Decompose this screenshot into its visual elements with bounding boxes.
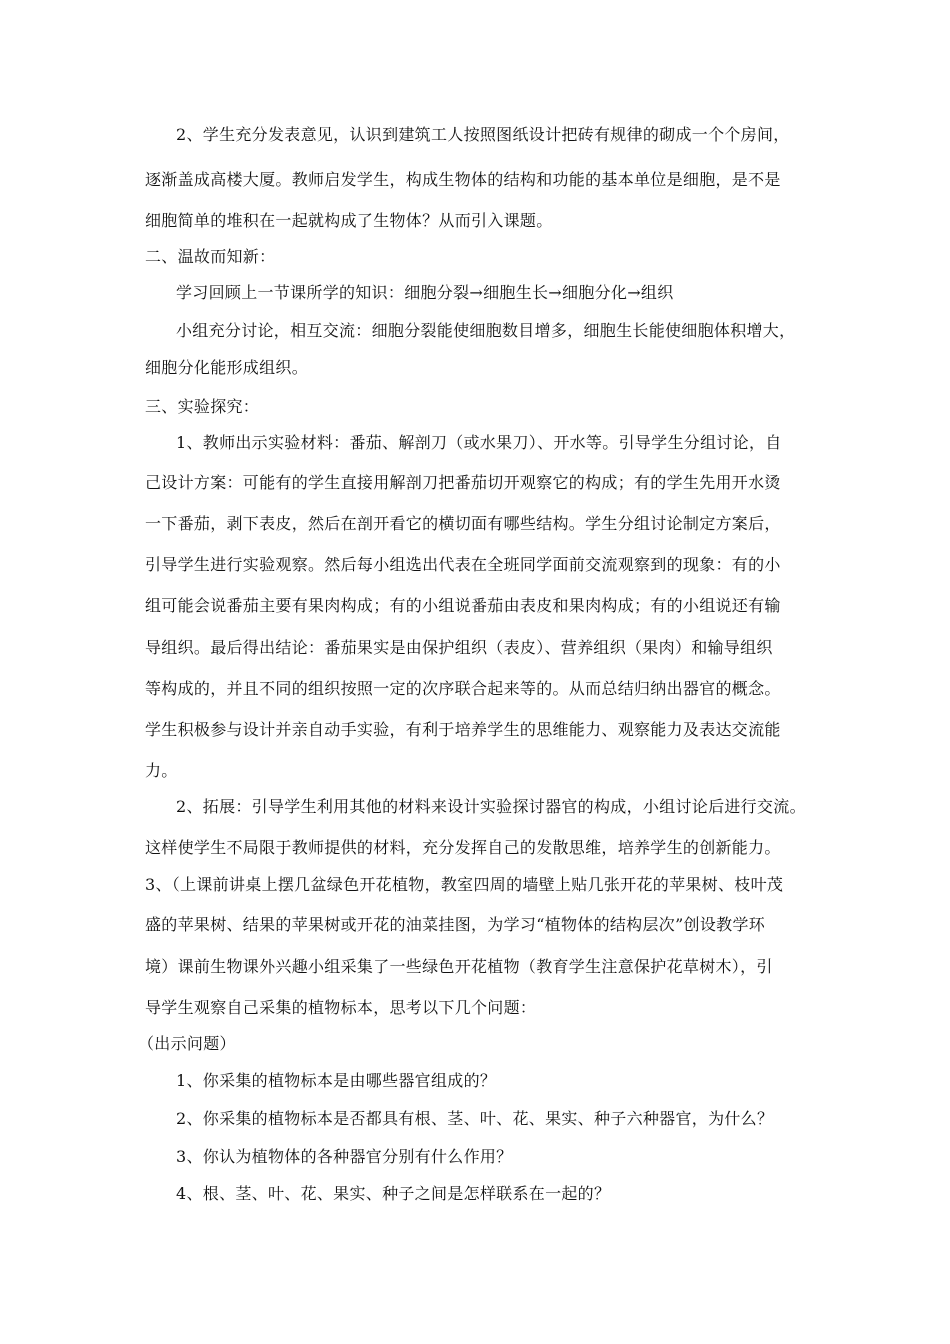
paragraph-line: 3、（上课前讲桌上摆几盆绿色开花植物，教室四周的墙壁上贴几张开花的苹果树、枝叶茂 [145,875,784,894]
section-heading: 三、实验探究： [145,397,260,416]
paragraph-line: 导组织。最后得出结论：番茄果实是由保护组织（表皮）、营养组织（果肉）和输导组织 [145,638,773,657]
question-heading: （出示问题） [138,1034,236,1053]
paragraph-line: 组可能会说番茄主要有果肉构成；有的小组说番茄由表皮和果肉构成；有的小组说还有输 [145,596,781,615]
question-item: 4、根、茎、叶、花、果实、种子之间是怎样联系在一起的？ [176,1184,611,1203]
paragraph-line: 逐渐盖成高楼大厦。教师启发学生，构成生物体的结构和功能的基本单位是细胞，是不是 [145,170,781,189]
paragraph-line: 导学生观察自己采集的植物标本，思考以下几个问题： [145,998,537,1017]
question-item: 3、你认为植物体的各种器官分别有什么作用？ [176,1147,513,1166]
paragraph-line: 1、教师出示实验材料：番茄、解剖刀（或水果刀）、开水等。引导学生分组讨论，自 [176,433,782,452]
paragraph-line: 2、拓展：引导学生利用其他的材料来设计实验探讨器官的构成，小组讨论后进行交流。 [176,797,806,816]
paragraph-line: 细胞分化能形成组织。 [145,358,309,377]
paragraph-line: 一下番茄，剥下表皮，然后在剖开看它的横切面有哪些结构。学生分组讨论制定方案后， [145,514,781,533]
paragraph-line: 2、学生充分发表意见，认识到建筑工人按照图纸设计把砖有规律的砌成一个个房间， [176,125,790,144]
paragraph-line: 力。 [145,761,178,780]
paragraph-line: 学习回顾上一节课所学的知识：细胞分裂→细胞生长→细胞分化→组织 [176,283,674,302]
paragraph-line: 这样使学生不局限于教师提供的材料，充分发挥自己的发散思维，培养学生的创新能力。 [145,838,781,857]
paragraph-line: 引导学生进行实验观察。然后每小组选出代表在全班同学面前交流观察到的现象：有的小 [145,555,781,574]
paragraph-line: 小组充分讨论，相互交流：细胞分裂能使细胞数目增多，细胞生长能使细胞体积增大， [176,321,796,340]
paragraph-line: 学生积极参与设计并亲自动手实验，有利于培养学生的思维能力、观察能力及表达交流能 [145,720,781,739]
paragraph-line: 境）课前生物课外兴趣小组采集了一些绿色开花植物（教育学生注意保护花草树木），引 [145,957,773,976]
paragraph-line: 细胞简单的堆积在一起就构成了生物体？从而引入课题。 [145,211,553,230]
question-item: 2、你采集的植物标本是否都具有根、茎、叶、花、果实、种子六种器官，为什么？ [176,1109,774,1128]
paragraph-line: 己设计方案：可能有的学生直接用解剖刀把番茄切开观察它的构成；有的学生先用开水烫 [145,473,781,492]
question-item: 1、你采集的植物标本是由哪些器官组成的？ [176,1071,497,1090]
paragraph-line: 等构成的，并且不同的组织按照一定的次序联合起来等的。从而总结归纳出器官的概念。 [145,679,781,698]
section-heading: 二、温故而知新： [145,247,276,266]
paragraph-line: 盛的苹果树、结果的苹果树或开花的油菜挂图，为学习“植物体的结构层次”创设教学环 [145,915,766,934]
